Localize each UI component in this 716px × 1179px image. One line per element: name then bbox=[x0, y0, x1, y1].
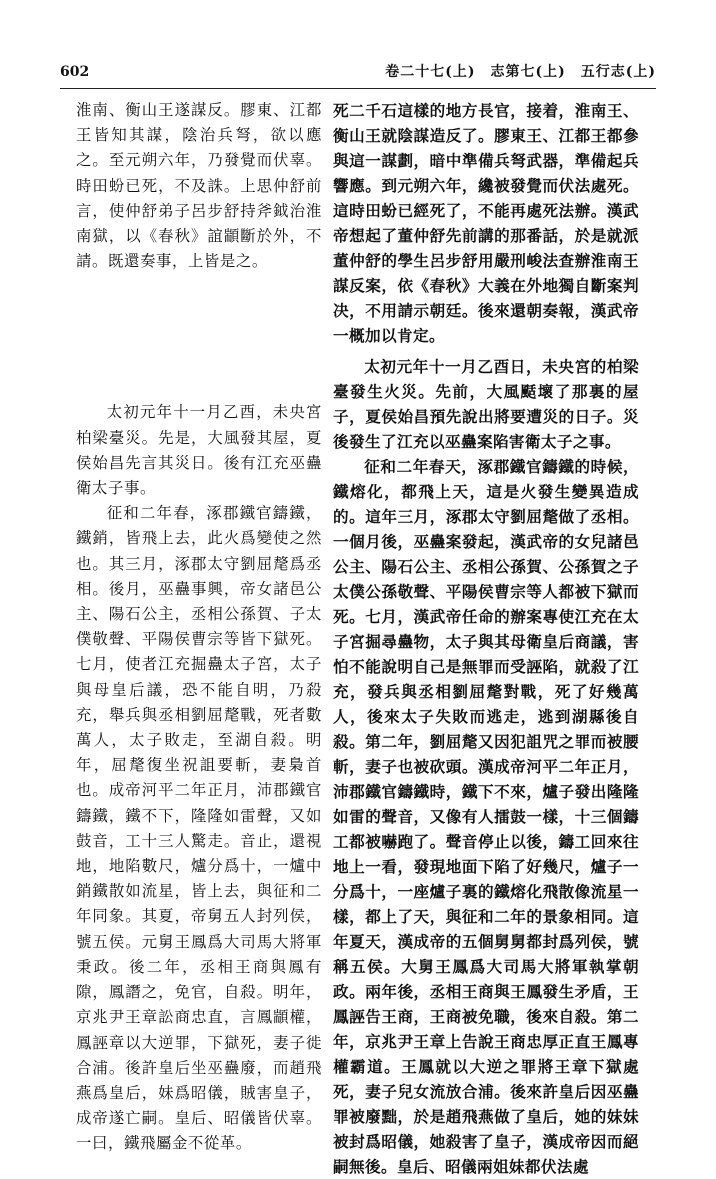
right-paragraph-3: 征和二年春天，涿郡鐵官鑄鐵的時候，鐵熔化，都飛上天，這是火發生變異造成的。這年三月，涿郡太守劉屈氂做了丞相。一個月後，巫蠱案發起，漢武帝的女兒諸邑公主、陽石公主、丞相公孫賀、公孫賀之子太僕公孫敬聲、平陽侯曹宗等人都被下獄而死。七月，漢武帝任命的辦案專使江充在太子宮掘尋蠱物，太子與其母衛皇后商議，害怕不能說明自己是無罪而受誣陷，就殺了江充，發兵與丞相劉屈氂對戰，死了好幾萬人，後來太子失敗而逃走，逃到湖縣後自殺。第二年，劉屈氂又因犯詛咒之罪而被腰斬，妻子也被砍頭。漢成帝河平二年正月，沛郡鐵官鑄鐵時，鐵下不來，爐子發出隆隆如雷的聲音，又像有人擂鼓一樣，十三個鑄工都被嚇跑了。聲音停止以後，鑄工回來往地上一看，發現地面下陷了好幾尺，爐子一分爲十，一座爐子裏的鐵熔化飛散像流星一樣，都上了天，與征和二年的景象相同。這年夏天，漢成帝的五個舅舅都封爲列侯，號稱五侯。大舅王鳳爲大司馬大將軍執掌朝政。兩年後，丞相王商與王鳳發生矛盾，王鳳誣告王商，王商被免職，後來自殺。第二年，京兆尹王章上告說王商忠厚正直王鳳專權霸道。王鳳就以大逆之罪將王章下獄處死，妻子兒女流放合浦。後來許皇后因巫蠱罪被廢黜，於是趙飛燕做了皇后，她的妹妹被封爲昭儀，她殺害了皇子，漢成帝因而絕嗣無後。皇后、昭儀兩姐妹都伏法處 bbox=[333, 457, 639, 1176]
left-paragraph-1: 淮南、衡山王遂謀反。膠東、江都王皆知其謀，陰治兵弩，欲以應之。至元朔六年，乃發覺而伏辜。時田蚡已死，不及誅。上思仲舒前言，使仲舒弟子呂步舒持斧鉞治淮南獄，以《春秋》誼顓斷於外，不請。既還奏事，上皆是之。 bbox=[76, 101, 322, 271]
right-paragraph-2: 太初元年十一月乙酉日，未央宮的柏梁臺發生火災。先前，大風颳壞了那裏的屋子，夏侯始昌預先說出將要遭災的日子。災後發生了江充以巫蠱案陷害衛太子之事。 bbox=[333, 357, 639, 451]
right-column-translation bbox=[333, 98, 639, 1179]
left-column-classical-text bbox=[76, 98, 322, 1157]
section-gap bbox=[76, 274, 322, 400]
page-header bbox=[60, 62, 656, 82]
page-number: 602 bbox=[60, 64, 90, 80]
right-paragraph-1: 死二千石這樣的地方長官，接着，淮南王、衡山王就陰謀造反了。膠東王、江都王都參與這一謀劃，暗中準備兵弩武器，準備起兵響應。到元朔六年，纔被發覺而伏法處死。這時田蚡已經死了，不能再處死法辦。漢武帝想起了董仲舒先前講的那番話，於是就派董仲舒的學生呂步舒用嚴刑峻法查辦淮南王謀反案，依《春秋》大義在外地獨自斷案判决，不用請示朝廷。後來還朝奏報，漢武帝一概加以肯定。 bbox=[333, 101, 639, 345]
running-head: 卷二十七(上) 志第七(上) 五行志(上) bbox=[385, 64, 656, 80]
header-rule bbox=[60, 88, 656, 89]
left-paragraph-2: 太初元年十一月乙酉，未央宮柏梁臺災。先是，大風發其屋，夏侯始昌先言其災日。後有江充巫蠱衛太子事。 bbox=[76, 403, 322, 498]
left-paragraph-3: 征和二年春，涿郡鐵官鑄鐵，鐵銷，皆飛上去，此火爲變使之然也。其三月，涿郡太守劉屈氂爲丞相。後月，巫蠱事興，帝女諸邑公主、陽石公主，丞相公孫賀、子太僕敬聲、平陽侯曹宗等皆下獄死。七月，使者江充掘蠱太子宮，太子與母皇后議，恐不能自明，乃殺充，舉兵與丞相劉屈氂戰，死者數萬人，太子敗走，至湖自殺。明年，屈氂復坐祝詛要斬，妻梟首也。成帝河平二年正月，沛郡鐵官鑄鐵，鐵不下，隆隆如雷聲，又如鼓音，工十三人驚走。音止，還視地，地陷數尺，爐分爲十，一爐中銷鐵散如流星，皆上去，與征和二年同象。其夏，帝舅五人封列侯，號五侯。元舅王鳳爲大司馬大將軍秉政。後二年，丞相王商與鳳有隙，鳳譖之，免官，自殺。明年，京兆尹王章訟商忠直，言鳳顓權，鳳誣章以大逆罪，下獄死，妻子徙合浦。後許皇后坐巫蠱廢，而趙飛燕爲皇后，妹爲昭儀，賊害皇子，成帝遂亡嗣。皇后、昭儀皆伏辜。一曰，鐵飛屬金不從革。 bbox=[76, 504, 322, 1153]
